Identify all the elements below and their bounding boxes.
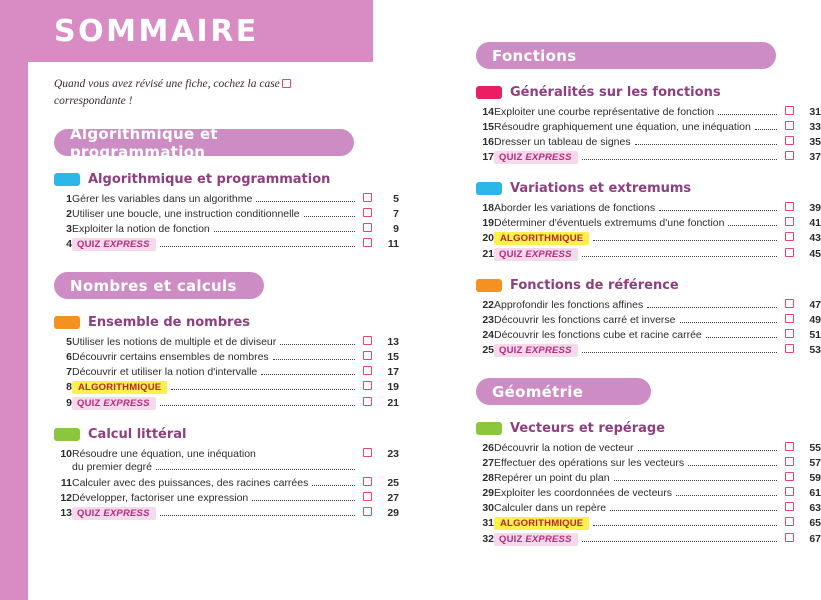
entry-number: 2 bbox=[66, 207, 72, 220]
entry-page: 5 bbox=[393, 192, 399, 205]
leader-dots bbox=[256, 195, 355, 202]
table-row[interactable] bbox=[476, 440, 821, 455]
checkbox-icon[interactable] bbox=[363, 381, 372, 390]
entry-number: 5 bbox=[66, 335, 72, 348]
entry-label: Découvrir et utiliser la notion d'intervalle bbox=[72, 365, 258, 378]
checkbox-icon[interactable] bbox=[363, 507, 372, 516]
entry-checkbox-cell[interactable] bbox=[781, 215, 797, 230]
leader-dots bbox=[688, 459, 777, 466]
entry-page: 49 bbox=[809, 313, 821, 326]
entry-number: 9 bbox=[66, 396, 72, 409]
entry-checkbox-cell[interactable] bbox=[781, 455, 797, 470]
entry-page: 67 bbox=[809, 532, 821, 545]
checkbox-icon[interactable] bbox=[363, 492, 372, 501]
entry-page: 7 bbox=[393, 207, 399, 220]
entry-number: 27 bbox=[482, 456, 494, 469]
title-banner bbox=[28, 0, 373, 62]
leader-dots bbox=[647, 301, 777, 308]
checkbox-icon[interactable] bbox=[785, 517, 794, 526]
entry-number: 28 bbox=[482, 471, 494, 484]
table-row[interactable] bbox=[476, 470, 821, 485]
entry-cell bbox=[494, 149, 781, 165]
entry-cell bbox=[494, 312, 781, 327]
entry-label: Découvrir certains ensembles de nombres bbox=[72, 350, 269, 363]
entry-checkbox-cell[interactable] bbox=[359, 206, 375, 221]
section-heading bbox=[54, 315, 423, 330]
entry-checkbox-cell[interactable] bbox=[359, 221, 375, 236]
entry-label: Découvrir les fonctions carré et inverse bbox=[494, 313, 676, 326]
section-heading bbox=[476, 421, 780, 436]
leader-dots bbox=[638, 444, 778, 451]
entry-cell bbox=[494, 531, 781, 547]
entry-number: 16 bbox=[482, 135, 494, 148]
table-row[interactable] bbox=[54, 191, 399, 206]
entry-number: 21 bbox=[482, 247, 494, 260]
entry-label: Gérer les variables dans un algorithme bbox=[72, 192, 253, 205]
leader-dots bbox=[261, 368, 355, 375]
entry-cell bbox=[494, 485, 781, 500]
entry-number: 23 bbox=[482, 313, 494, 326]
entry-cell bbox=[494, 134, 781, 149]
entry-cell bbox=[494, 327, 781, 342]
section-title: Algorithmique et programmation bbox=[88, 172, 331, 188]
table-row[interactable] bbox=[54, 395, 399, 411]
checkbox-icon[interactable] bbox=[785, 442, 794, 451]
checkbox-icon[interactable] bbox=[785, 329, 794, 338]
entry-checkbox-cell[interactable] bbox=[359, 506, 375, 522]
entry-cell bbox=[72, 349, 359, 364]
checkbox-icon[interactable] bbox=[785, 457, 794, 466]
entry-page: 13 bbox=[387, 335, 399, 348]
entry-page: 39 bbox=[809, 201, 821, 214]
section-title: Variations et extremums bbox=[510, 181, 692, 196]
toc-table bbox=[476, 440, 821, 547]
entry-page: 45 bbox=[809, 247, 821, 260]
entry-checkbox-cell[interactable] bbox=[781, 485, 797, 500]
table-row[interactable] bbox=[54, 379, 399, 395]
table-row[interactable] bbox=[476, 485, 821, 500]
leader-dots bbox=[280, 338, 355, 345]
entry-number: 8 bbox=[66, 380, 72, 393]
table-row[interactable] bbox=[54, 236, 399, 252]
entry-checkbox-cell[interactable] bbox=[781, 342, 797, 358]
entry-checkbox-cell[interactable] bbox=[359, 476, 375, 491]
chapter-heading: Algorithmique et programmation bbox=[54, 129, 354, 156]
chapter-heading: Géométrie bbox=[476, 378, 651, 405]
entry-cell bbox=[72, 221, 359, 236]
entry-label: Développer, factoriser une expression bbox=[72, 492, 249, 505]
entry-number: 24 bbox=[482, 328, 494, 341]
entry-checkbox-cell[interactable] bbox=[781, 104, 797, 119]
entry-number: 20 bbox=[482, 231, 494, 244]
table-row[interactable] bbox=[476, 500, 821, 515]
entry-checkbox-cell[interactable] bbox=[781, 119, 797, 134]
entry-checkbox-cell[interactable] bbox=[359, 395, 375, 411]
leader-dots bbox=[659, 204, 777, 211]
table-row[interactable] bbox=[476, 312, 821, 327]
entry-page: 37 bbox=[809, 150, 821, 163]
quiz-badge: QUIZ EXPRESS bbox=[494, 248, 578, 261]
entry-label: Exploiter la notion de fonction bbox=[72, 222, 210, 235]
leader-dots bbox=[755, 123, 777, 130]
table-row[interactable] bbox=[476, 215, 821, 230]
entry-number: 18 bbox=[482, 201, 494, 214]
table-row[interactable] bbox=[476, 327, 821, 342]
entry-cell bbox=[494, 230, 781, 246]
checkbox-icon[interactable] bbox=[363, 208, 372, 217]
checkbox-icon[interactable] bbox=[785, 533, 794, 542]
entry-cell bbox=[494, 119, 781, 134]
checkbox-icon[interactable] bbox=[363, 477, 372, 486]
table-row[interactable] bbox=[476, 455, 821, 470]
left-column bbox=[28, 62, 423, 522]
leader-dots bbox=[676, 489, 777, 496]
entry-number: 7 bbox=[66, 365, 72, 378]
entry-label: Déterminer d'éventuels extremums d'une fonction bbox=[494, 216, 725, 229]
checkbox-icon[interactable] bbox=[785, 472, 794, 481]
entry-cell bbox=[494, 104, 781, 119]
entry-page: 43 bbox=[809, 231, 821, 244]
entry-page: 11 bbox=[387, 237, 399, 250]
table-row[interactable] bbox=[476, 531, 821, 547]
entry-page: 47 bbox=[809, 298, 821, 311]
entry-page: 35 bbox=[809, 135, 821, 148]
entry-page: 15 bbox=[387, 350, 399, 363]
entry-page: 21 bbox=[387, 396, 399, 409]
entry-number: 3 bbox=[66, 222, 72, 235]
entry-checkbox-cell[interactable] bbox=[781, 200, 797, 215]
checkbox-icon[interactable] bbox=[363, 397, 372, 406]
leader-dots bbox=[160, 399, 355, 406]
entry-checkbox-cell[interactable] bbox=[781, 149, 797, 165]
entry-checkbox-cell[interactable] bbox=[359, 236, 375, 252]
entry-number: 32 bbox=[482, 532, 494, 545]
quiz-badge: QUIZ EXPRESS bbox=[72, 238, 156, 251]
algorithmique-badge: ALGORITHMIQUE bbox=[494, 232, 589, 245]
entry-number: 11 bbox=[60, 477, 72, 490]
entry-cell bbox=[494, 440, 781, 455]
section-color-tab bbox=[476, 182, 502, 195]
leader-dots bbox=[160, 240, 355, 247]
quiz-badge: QUIZ EXPRESS bbox=[494, 344, 578, 357]
table-row[interactable] bbox=[54, 506, 399, 522]
leader-dots bbox=[160, 509, 355, 516]
entry-cell bbox=[494, 297, 781, 312]
leader-dots bbox=[728, 219, 777, 226]
entry-number: 29 bbox=[482, 486, 494, 499]
toc-table bbox=[54, 191, 399, 252]
section-heading bbox=[476, 85, 780, 100]
checkbox-icon[interactable] bbox=[363, 351, 372, 360]
table-row[interactable] bbox=[54, 491, 399, 506]
entry-page: 23 bbox=[387, 447, 399, 460]
entry-label: Exploiter les coordonnées de vecteurs bbox=[494, 486, 673, 499]
chapter-heading: Nombres et calculs bbox=[54, 272, 264, 299]
entry-number: 4 bbox=[66, 237, 72, 250]
entry-page: 53 bbox=[809, 343, 821, 356]
entry-label: Calculer dans un repère bbox=[494, 501, 607, 514]
leader-dots bbox=[252, 494, 355, 501]
section-color-tab bbox=[54, 316, 80, 329]
entry-page: 59 bbox=[809, 471, 821, 484]
toc-table bbox=[54, 334, 399, 411]
entry-number: 26 bbox=[482, 441, 494, 454]
table-row[interactable] bbox=[54, 206, 399, 221]
entry-label: Repérer un point du plan bbox=[494, 471, 610, 484]
section-color-tab bbox=[54, 428, 80, 441]
checkbox-icon[interactable] bbox=[785, 151, 794, 160]
checkbox-icon[interactable] bbox=[785, 232, 794, 241]
entry-number: 17 bbox=[482, 150, 494, 163]
entry-label: Calculer avec des puissances, des racines carrées bbox=[72, 477, 309, 490]
entry-cell bbox=[494, 500, 781, 515]
checkbox-icon[interactable] bbox=[785, 502, 794, 511]
entry-label: Résoudre graphiquement une équation, une inéquation bbox=[494, 120, 751, 133]
entry-cell bbox=[494, 515, 781, 531]
checkbox-icon bbox=[282, 79, 291, 88]
table-row[interactable] bbox=[476, 200, 821, 215]
entry-checkbox-cell[interactable] bbox=[781, 500, 797, 515]
entry-number: 12 bbox=[60, 492, 72, 505]
leader-dots bbox=[706, 331, 777, 338]
entry-cell bbox=[494, 246, 781, 262]
entry-label: Aborder les variations de fonctions bbox=[494, 201, 656, 214]
entry-page: 41 bbox=[809, 216, 821, 229]
entry-cell bbox=[72, 334, 359, 349]
entry-number: 10 bbox=[60, 447, 72, 460]
leader-dots bbox=[312, 479, 355, 486]
entry-cell bbox=[72, 491, 359, 506]
leader-dots bbox=[593, 234, 777, 241]
table-row[interactable] bbox=[476, 119, 821, 134]
leader-dots bbox=[582, 346, 777, 353]
checkbox-icon[interactable] bbox=[363, 193, 372, 202]
entry-checkbox-cell[interactable] bbox=[781, 297, 797, 312]
entry-number: 6 bbox=[66, 350, 72, 363]
table-row[interactable] bbox=[54, 446, 399, 475]
leader-dots bbox=[610, 504, 777, 511]
page-title: SOMMAIRE bbox=[54, 14, 259, 49]
entry-checkbox-cell[interactable] bbox=[781, 230, 797, 246]
entry-checkbox-cell[interactable] bbox=[359, 334, 375, 349]
entry-checkbox-cell[interactable] bbox=[781, 246, 797, 262]
entry-checkbox-cell[interactable] bbox=[359, 491, 375, 506]
entry-checkbox-cell[interactable] bbox=[359, 191, 375, 206]
table-row[interactable] bbox=[476, 149, 821, 165]
checkbox-icon[interactable] bbox=[363, 336, 372, 345]
entry-cell bbox=[72, 476, 359, 491]
entry-label: Effectuer des opérations sur les vecteurs bbox=[494, 456, 685, 469]
intro-text bbox=[28, 62, 423, 109]
leader-dots bbox=[156, 463, 355, 470]
section-heading bbox=[54, 427, 423, 442]
entry-page: 33 bbox=[809, 120, 821, 133]
entry-page: 27 bbox=[387, 492, 399, 505]
entry-cell bbox=[72, 206, 359, 221]
entry-cell bbox=[494, 342, 781, 358]
entry-cell bbox=[494, 215, 781, 230]
entry-page: 51 bbox=[809, 328, 821, 341]
entry-page: 9 bbox=[393, 222, 399, 235]
entry-number: 19 bbox=[482, 216, 494, 229]
entry-checkbox-cell[interactable] bbox=[781, 440, 797, 455]
checkbox-icon[interactable] bbox=[785, 487, 794, 496]
table-row[interactable] bbox=[54, 364, 399, 379]
toc-table bbox=[476, 200, 821, 262]
intro-line-1: Quand vous avez révisé une fiche, cochez la case bbox=[54, 78, 280, 90]
entry-cell bbox=[494, 455, 781, 470]
section-color-tab bbox=[476, 422, 502, 435]
table-row[interactable] bbox=[476, 515, 821, 531]
entry-checkbox-cell[interactable] bbox=[781, 312, 797, 327]
entry-label: Utiliser les notions de multiple et de diviseur bbox=[72, 335, 277, 348]
table-row[interactable] bbox=[476, 246, 821, 262]
entry-number: 25 bbox=[482, 343, 494, 356]
checkbox-icon[interactable] bbox=[363, 238, 372, 247]
section-title: Vecteurs et repérage bbox=[510, 421, 666, 436]
quiz-badge: QUIZ EXPRESS bbox=[494, 533, 578, 546]
intro-line-2: correspondante ! bbox=[54, 94, 133, 107]
entry-cell bbox=[72, 236, 359, 252]
section-color-tab bbox=[54, 173, 80, 186]
entry-page: 65 bbox=[809, 516, 821, 529]
entry-page: 31 bbox=[809, 105, 821, 118]
entry-label: Approfondir les fonctions affines bbox=[494, 298, 644, 311]
checkbox-icon[interactable] bbox=[363, 366, 372, 375]
section-heading bbox=[476, 278, 780, 293]
checkbox-icon[interactable] bbox=[785, 106, 794, 115]
chapter-heading: Fonctions bbox=[476, 42, 776, 69]
section-heading bbox=[54, 172, 423, 187]
section-title: Fonctions de référence bbox=[510, 278, 679, 293]
section-color-tab bbox=[476, 86, 502, 99]
entry-cell bbox=[72, 506, 359, 522]
entry-cell bbox=[494, 200, 781, 215]
leader-dots bbox=[593, 519, 777, 526]
entry-number: 30 bbox=[482, 501, 494, 514]
entry-number: 31 bbox=[482, 516, 494, 529]
entry-page: 63 bbox=[809, 501, 821, 514]
algorithmique-badge: ALGORITHMIQUE bbox=[72, 381, 167, 394]
entry-checkbox-cell[interactable] bbox=[781, 515, 797, 531]
left-color-band bbox=[0, 0, 28, 600]
entry-checkbox-cell[interactable] bbox=[359, 349, 375, 364]
toc-table bbox=[54, 446, 399, 521]
leader-dots bbox=[718, 108, 777, 115]
entry-page: 61 bbox=[809, 486, 821, 499]
entry-checkbox-cell[interactable] bbox=[781, 327, 797, 342]
entry-checkbox-cell[interactable] bbox=[359, 379, 375, 395]
entry-label: Utiliser une boucle, une instruction conditionnelle bbox=[72, 207, 300, 220]
checkbox-icon[interactable] bbox=[363, 448, 372, 457]
section-title: Calcul littéral bbox=[88, 427, 187, 443]
checkbox-icon[interactable] bbox=[785, 202, 794, 211]
table-row[interactable] bbox=[476, 104, 821, 119]
toc-table bbox=[476, 104, 821, 165]
entry-page: 19 bbox=[387, 380, 399, 393]
entry-page: 17 bbox=[387, 365, 399, 378]
entry-checkbox-cell[interactable] bbox=[359, 446, 375, 475]
leader-dots bbox=[582, 250, 777, 257]
leader-dots bbox=[304, 210, 355, 217]
leader-dots bbox=[614, 474, 777, 481]
checkbox-icon[interactable] bbox=[785, 136, 794, 145]
table-row[interactable] bbox=[476, 230, 821, 246]
toc-table bbox=[476, 297, 821, 358]
right-column bbox=[450, 22, 821, 547]
entry-checkbox-cell[interactable] bbox=[359, 364, 375, 379]
entry-checkbox-cell[interactable] bbox=[781, 134, 797, 149]
section-title: Ensemble de nombres bbox=[88, 315, 250, 331]
checkbox-icon[interactable] bbox=[785, 299, 794, 308]
entry-label: Découvrir la notion de vecteur bbox=[494, 441, 634, 454]
entry-number: 1 bbox=[66, 192, 72, 205]
entry-label: Exploiter une courbe représentative de fonction bbox=[494, 105, 715, 118]
leader-dots bbox=[680, 316, 778, 323]
entry-page: 29 bbox=[387, 507, 399, 520]
checkbox-icon[interactable] bbox=[785, 248, 794, 257]
entry-page: 55 bbox=[809, 441, 821, 454]
entry-number: 14 bbox=[482, 105, 494, 118]
leader-dots bbox=[582, 535, 777, 542]
entry-number: 22 bbox=[482, 298, 494, 311]
entry-checkbox-cell[interactable] bbox=[781, 470, 797, 485]
entry-cell bbox=[72, 364, 359, 379]
table-row[interactable] bbox=[54, 221, 399, 236]
table-row[interactable] bbox=[476, 297, 821, 312]
quiz-badge: QUIZ EXPRESS bbox=[494, 151, 578, 164]
table-row[interactable] bbox=[54, 334, 399, 349]
quiz-badge: QUIZ EXPRESS bbox=[72, 507, 156, 520]
entry-number: 15 bbox=[482, 120, 494, 133]
section-title: Généralités sur les fonctions bbox=[510, 85, 721, 100]
entry-page: 25 bbox=[387, 477, 399, 490]
entry-label: Découvrir les fonctions cube et racine carrée bbox=[494, 328, 702, 341]
entry-cell: Résoudre une équation, une inéquation du premier degré bbox=[72, 446, 359, 475]
leader-dots bbox=[214, 225, 355, 232]
section-heading bbox=[476, 181, 780, 196]
entry-cell bbox=[72, 191, 359, 206]
checkbox-icon[interactable] bbox=[785, 344, 794, 353]
quiz-badge: QUIZ EXPRESS bbox=[72, 397, 156, 410]
algorithmique-badge: ALGORITHMIQUE bbox=[494, 517, 589, 530]
leader-dots bbox=[582, 153, 777, 160]
checkbox-icon[interactable] bbox=[363, 223, 372, 232]
checkbox-icon[interactable] bbox=[785, 217, 794, 226]
table-row[interactable] bbox=[476, 342, 821, 358]
entry-label: Dresser un tableau de signes bbox=[494, 135, 631, 148]
entry-cell bbox=[494, 470, 781, 485]
table-row[interactable] bbox=[54, 349, 399, 364]
leader-dots bbox=[635, 138, 777, 145]
table-row[interactable] bbox=[54, 476, 399, 491]
leader-dots bbox=[171, 383, 355, 390]
entry-page: 57 bbox=[809, 456, 821, 469]
entry-number: 13 bbox=[60, 507, 72, 520]
entry-checkbox-cell[interactable] bbox=[781, 531, 797, 547]
table-row[interactable] bbox=[476, 134, 821, 149]
entry-cell bbox=[72, 379, 359, 395]
checkbox-icon[interactable] bbox=[785, 121, 794, 130]
section-color-tab bbox=[476, 279, 502, 292]
leader-dots bbox=[273, 353, 355, 360]
entry-cell bbox=[72, 395, 359, 411]
checkbox-icon[interactable] bbox=[785, 314, 794, 323]
